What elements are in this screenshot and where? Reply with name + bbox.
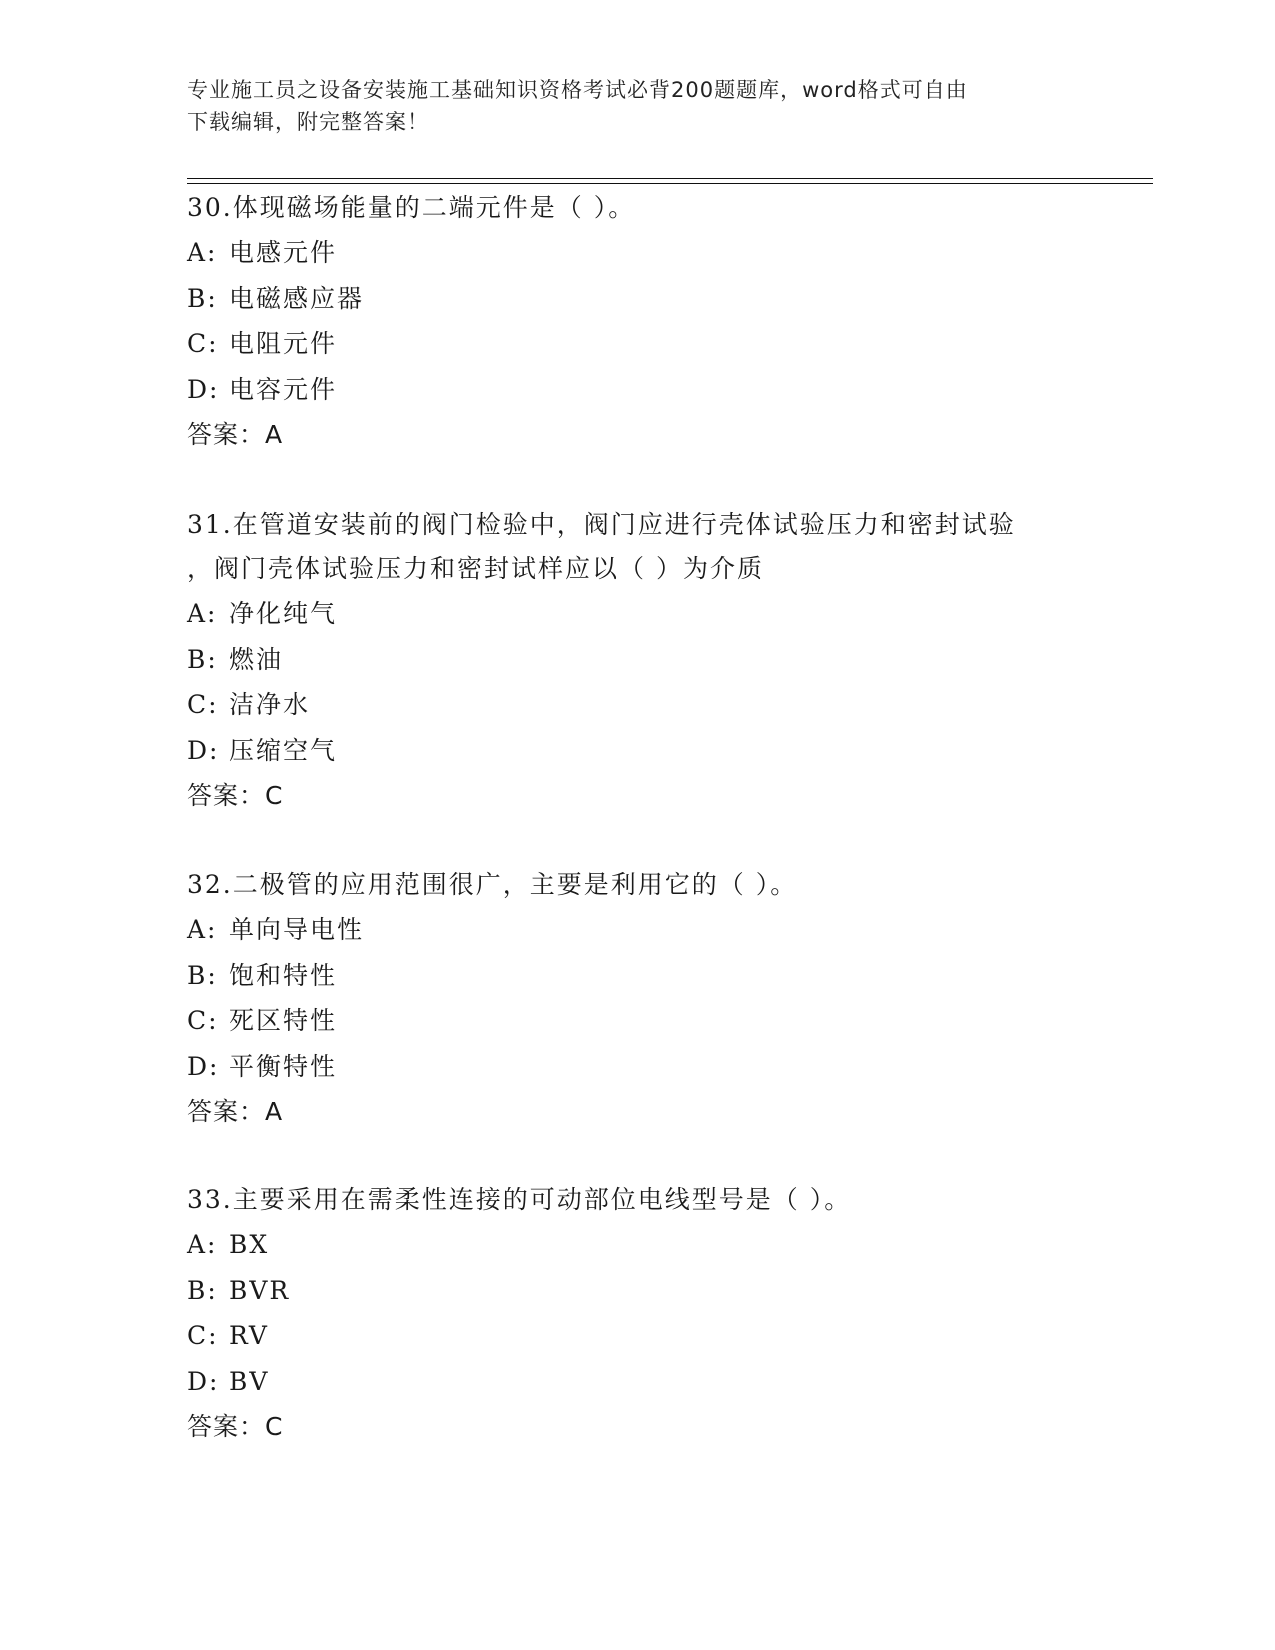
option-d	[187, 367, 1087, 413]
option-b	[187, 276, 1087, 322]
option-text: 电磁感应器	[229, 283, 365, 313]
option-a	[187, 907, 1087, 953]
question-stem-line-1: 31.在管道安装前的阀门检验中，阀门应进行壳体试验压力和密封试验	[187, 510, 1016, 539]
option-b	[187, 1268, 1087, 1314]
option-text: 电容元件	[229, 374, 338, 404]
option-b	[187, 953, 1087, 999]
option-text: BX	[229, 1230, 270, 1259]
option-text: 燃油	[229, 644, 284, 674]
option-letter: A:	[187, 1230, 218, 1259]
option-d	[187, 1044, 1087, 1090]
option-b	[187, 637, 1087, 683]
answer-line: 答案：C	[187, 1412, 284, 1441]
question-33	[187, 1178, 1087, 1450]
option-letter: D:	[187, 1051, 220, 1081]
option-text: BVR	[229, 1275, 291, 1305]
option-text: 单向导电性	[229, 915, 365, 944]
option-text: 电感元件	[229, 238, 338, 267]
option-letter: A:	[187, 238, 218, 267]
option-letter: B:	[187, 283, 218, 313]
option-letter: D:	[187, 735, 220, 765]
option-text: 净化纯气	[229, 599, 338, 628]
option-letter: C:	[187, 1321, 219, 1350]
option-d	[187, 1359, 1087, 1405]
option-text: BV	[229, 1366, 270, 1396]
option-c	[187, 1313, 1087, 1359]
answer-line: 答案：A	[187, 420, 284, 449]
option-letter: B:	[187, 644, 218, 674]
question-stem-line-2: ，阀门壳体试验压力和密封试样应以（ ）为介质	[187, 554, 764, 583]
option-text: RV	[229, 1321, 269, 1350]
header-line-2: 下载编辑，附完整答案！	[187, 110, 429, 134]
option-letter: C:	[187, 1006, 219, 1035]
option-letter: C:	[187, 690, 219, 719]
question-30	[187, 186, 1087, 458]
option-text: 压缩空气	[229, 735, 338, 765]
option-a	[187, 591, 1087, 637]
answer-line: 答案：A	[187, 1097, 284, 1126]
option-letter: A:	[187, 915, 218, 944]
option-c	[187, 682, 1087, 728]
option-text: 平衡特性	[229, 1051, 338, 1081]
question-stem: 32.二极管的应用范围很广，主要是利用它的（ ）。	[187, 870, 798, 899]
option-text: 饱和特性	[229, 960, 338, 990]
document-header	[187, 74, 1067, 138]
option-letter: D:	[187, 374, 220, 404]
option-letter: B:	[187, 960, 218, 990]
option-letter: C:	[187, 329, 219, 358]
option-c	[187, 998, 1087, 1044]
option-letter: A:	[187, 599, 218, 628]
header-divider-top	[187, 178, 1153, 179]
option-letter: D:	[187, 1366, 220, 1396]
header-line-1: 专业施工员之设备安装施工基础知识资格考试必背200题题库，word格式可自由	[187, 78, 968, 102]
question-32	[187, 863, 1087, 1135]
answer-line: 答案：C	[187, 781, 284, 810]
question-stem: 30.体现磁场能量的二端元件是（ ）。	[187, 193, 636, 222]
option-d	[187, 728, 1087, 774]
question-stem: 33.主要采用在需柔性连接的可动部位电线型号是（ ）。	[187, 1185, 852, 1214]
option-letter: B:	[187, 1275, 218, 1305]
option-c	[187, 321, 1087, 367]
header-divider-bottom	[187, 183, 1153, 184]
option-text: 电阻元件	[229, 329, 338, 358]
option-text: 死区特性	[229, 1006, 338, 1035]
option-a	[187, 230, 1087, 276]
option-a	[187, 1222, 1087, 1268]
question-31	[187, 503, 1087, 819]
option-text: 洁净水	[229, 690, 311, 719]
